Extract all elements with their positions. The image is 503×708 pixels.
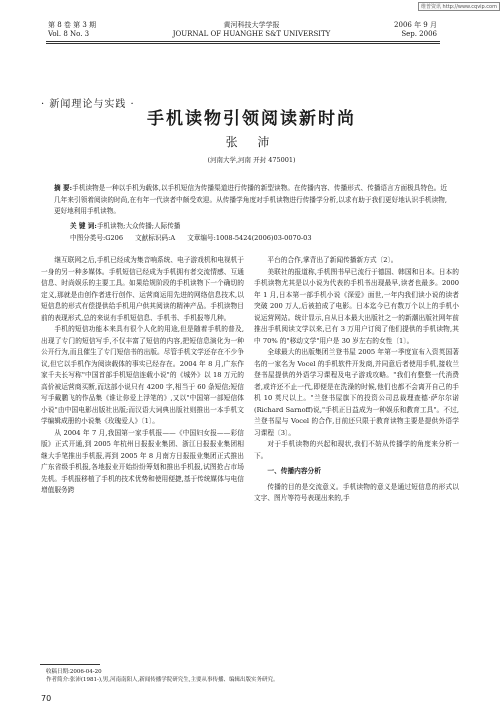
abstract-label: 摘 要: (54, 184, 73, 192)
body-paragraph: 全球最大的出版集团兰登书屋 2005 年第一季度宣布入资英国著名的一家名为 Vocel 的手机软件开发商,并同意后者使用手机,接收兰登书屋提供的外语学习课程及电子游戏攻略。"我们有整整一代消费者,或许还不止一代,即便是在洗澡的时候,他们也都不会离开自己的手机 10 英尺以上。"兰登书屋旗下的投资公司总裁理查德·萨尔尔诺(Richard Sarnoff)说,"手机正日益成为一种娱乐和教育工具"。不过,兰登书屋与 Vocel 的合作,目前还只限于教育读物主要是提供外语学习课程〔3〕。 (254, 348, 459, 437)
page-number: 70 (41, 694, 52, 703)
keywords-text: 手机读物;大众传播;人际传播 (96, 222, 181, 230)
keywords (70, 220, 180, 230)
body-paragraph: 传播的目的是交流意义。手机读物的意义是通过短信息的形式以文字、图片等符号表现出来的,手 (254, 482, 459, 502)
header-date-en: Sep. 2006 (401, 30, 437, 38)
body-paragraph: 继互联网之后,手机已经成为集音响系统、电子游戏机和电视机于一身的另一种多媒体。手机短信已经成为手机拥有者交流情感、互通信息、时尚娱乐的主要工具。如果给规阶段的手机读物下一个确切的定义,那就是由创作者进行创作、运营商运用先进的网络信息技术,以短信息的形式有偿提供给手机用户供其阅读的精神产品。手机读物目前的表现形式,总的来说有手机短信息、手机书、手机报等几种。 (41, 256, 244, 322)
header-volume-en: Vol. 8 No. 3 (48, 30, 90, 38)
footnote-received: 收稿日期:2006-04-20 (46, 669, 102, 675)
header-date-cn: 2006 年 9 月 (394, 21, 437, 29)
header-rule (46, 41, 440, 42)
body-paragraph: 从 2004 年 7 月,我国第一家手机报——《中国妇女报——彩信版》正式开通,到 2005 年杭州日报报业集团、浙江日报报业集团相继大手笔推出手机报,再到 2005 年 8 月南方日报报业集团正式推出广东省级手机报,各地报业开始纷纷筹划和推出手机报,试图抢占市场先机。手机报移植了手机的技术优势和使用便捷,基于传统媒体与电信增值服务跨 (41, 428, 244, 494)
header-date (394, 21, 437, 39)
header-journal-en: JOURNAL OF HUANGHE S&T UNIVERSITY (172, 30, 331, 38)
article-author: 张 沛 (225, 135, 278, 149)
column-tag: · 新闻理论与实践 · (41, 99, 135, 110)
header-rule-secondary (46, 43, 440, 44)
body-paragraph: 平台的合作,掌背出了新闻传播新方式〔2〕。 (267, 256, 398, 264)
body-paragraph: 对于手机读物的兴起和现状,我们不妨从传播学的角度来分析一下。 (254, 440, 459, 460)
classification-line (70, 232, 322, 242)
abstract-text: 手机读物是一种以手机为载体,以手机短信为传播渠道进行传播的新型读物。在传播内容、传播形式、传播语言方面极具特色。近几年来引领着阅读的时尚,在有年一代读者中颇受欢迎。从传播学角度对手机读物进行传播学分析,以求有助于我们更好地认识手机读物,更好地利用手机读物。 (54, 184, 448, 215)
document-code: 文献标识码:A (135, 234, 176, 242)
author-affiliation: (河南大学,河南 开封 475001) (207, 156, 296, 164)
keywords-label: 关 键 词: (70, 222, 97, 230)
body-paragraph: 美联社的报道称,手机图书早已流行于德国、韩国和日本。日本的手机读物尤其是以小说为代表的手机书出现最早,读者也最多。2000 年 1 月,日本第一部手机小说《深爱》面世,一年内我们读小说的读者突破 200 万人,后被拍成了电影。日本迄今已有数万个以上的手机小说运营网站。统计显示,自从日本最大出版社之一的新潮出版社网年前推出手机阅读文学以来,已有 3 万用户订阅了他们提供的手机读物,其中 70% 的"移动文学"用户是 30 岁左右的女性〔1〕。 (254, 267, 459, 345)
body-left-column (41, 255, 244, 497)
abstract (54, 183, 447, 218)
footnote-author-bio: 作者简介:张沛(1981-),男,河南南阳人,新闻传播学院研究生,主要从事传播、编辑出版实务研究。 (46, 677, 279, 683)
header-volume-cn: 第 8 卷 第 3 期 (48, 21, 97, 29)
footnote-rule (40, 664, 100, 665)
watermark: 维普资讯 http://www.cqvip.com (418, 2, 500, 11)
article-title: 手机读物引领阅读新时尚 (147, 109, 356, 129)
section-heading: 一、传播内容分析 (267, 467, 321, 475)
body-right-column (254, 255, 459, 505)
body-paragraph: 手机的短信功能本来具有很个人化的用途,但是随着手机的普及,出现了专门的短信写手,不仅丰富了短信的内容,把短信息演化为一种公开行为,而且催生了专门短信书的出版。尽管手机文学还存在不少争议,但它以手机作为阅读载体的事实已经存在。2004 年 8 月,广东作家千夫长写称"中国首部手机短信连载小说"的《城外》以 18 万元的高价被运营商买断,而这部小说只有 4200 字,相当于 60 条短信;短信写手戴鹏飞的作品集《谁让你爱上浮笔的》,又以"中国第一部短信体小说"由中国电影出版社出版;而汉语大词典出版社则推出一本手机文学编辑成册的小说集《玫瑰爱人》〔1〕。 (41, 325, 244, 425)
header-journal-cn: 黄河科技大学学报 (223, 21, 280, 29)
article-number: 文章编号:1008-5424(2006)03-0070-03 (187, 234, 312, 242)
clc-number: 中图分类号:G206 (70, 234, 124, 242)
